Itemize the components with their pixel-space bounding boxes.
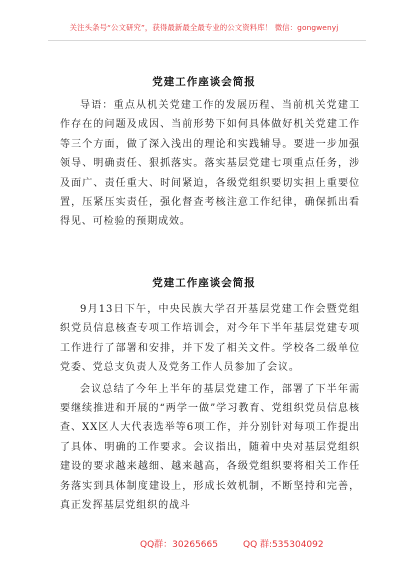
section-2-paragraph-1: 9月13日下午，中央民族大学召开基层党建工作会暨党组织党员信息核查专项工作培训会，对今年下半年基层党建专项工作进行了部署和安排，并下发了相关文件。学校各二级单位党委、党总支负责人及党务工作人员参加了会议。	[60, 304, 360, 374]
section-1-paragraph-1: 导语：重点从机关党建工作的发展历程、当前机关党建工作存在的问题及成因、当前形势下如何具体做好机关党建工作等三个方面，做了深入浅出的理论和实践辅导。要进一步加强领导、明确责任、狠抓落实。落实基层党建七项重点任务，涉及面广、责任重大、时间紧迫，各级党组织要切实担上重要位置，压紧压实责任，强化督查考核注意工作纪律，确保抓出看得见、可检验的预期成效。	[60, 100, 360, 228]
footer-qq-group-1: QQ群：30265665	[140, 540, 218, 550]
footer-qq-group-2: QQ 群:535304092	[243, 540, 324, 550]
header-banner: 关注头条号“公文研究”，获得最新最全最专业的公文资料库！ 微信：gongwenyj	[69, 23, 339, 32]
footer	[0, 537, 408, 551]
section-1-body	[60, 96, 360, 232]
section-1-title: 党建工作座谈会简报	[152, 76, 256, 88]
section-2-body	[60, 300, 360, 515]
section-2-title: 党建工作座谈会简报	[152, 277, 256, 289]
header-divider	[48, 40, 366, 41]
section-2-paragraph-2: 会议总结了今年上半年的基层党建工作，部署了下半年需要继续推进和开展的“两学一做”学习教育、党组织党员信息核查、XX区人大代表选举等6项工作，并分别针对每项工作提出了具体、明确的工作要求。会议指出，随着中央对基层党组织建设的要求越来越细、越来越高，各级党组织要将相关工作任务落实到具体制度建设上，形成长效机制，不断坚持和完善，真正发挥基层党组织的战斗	[60, 383, 360, 512]
